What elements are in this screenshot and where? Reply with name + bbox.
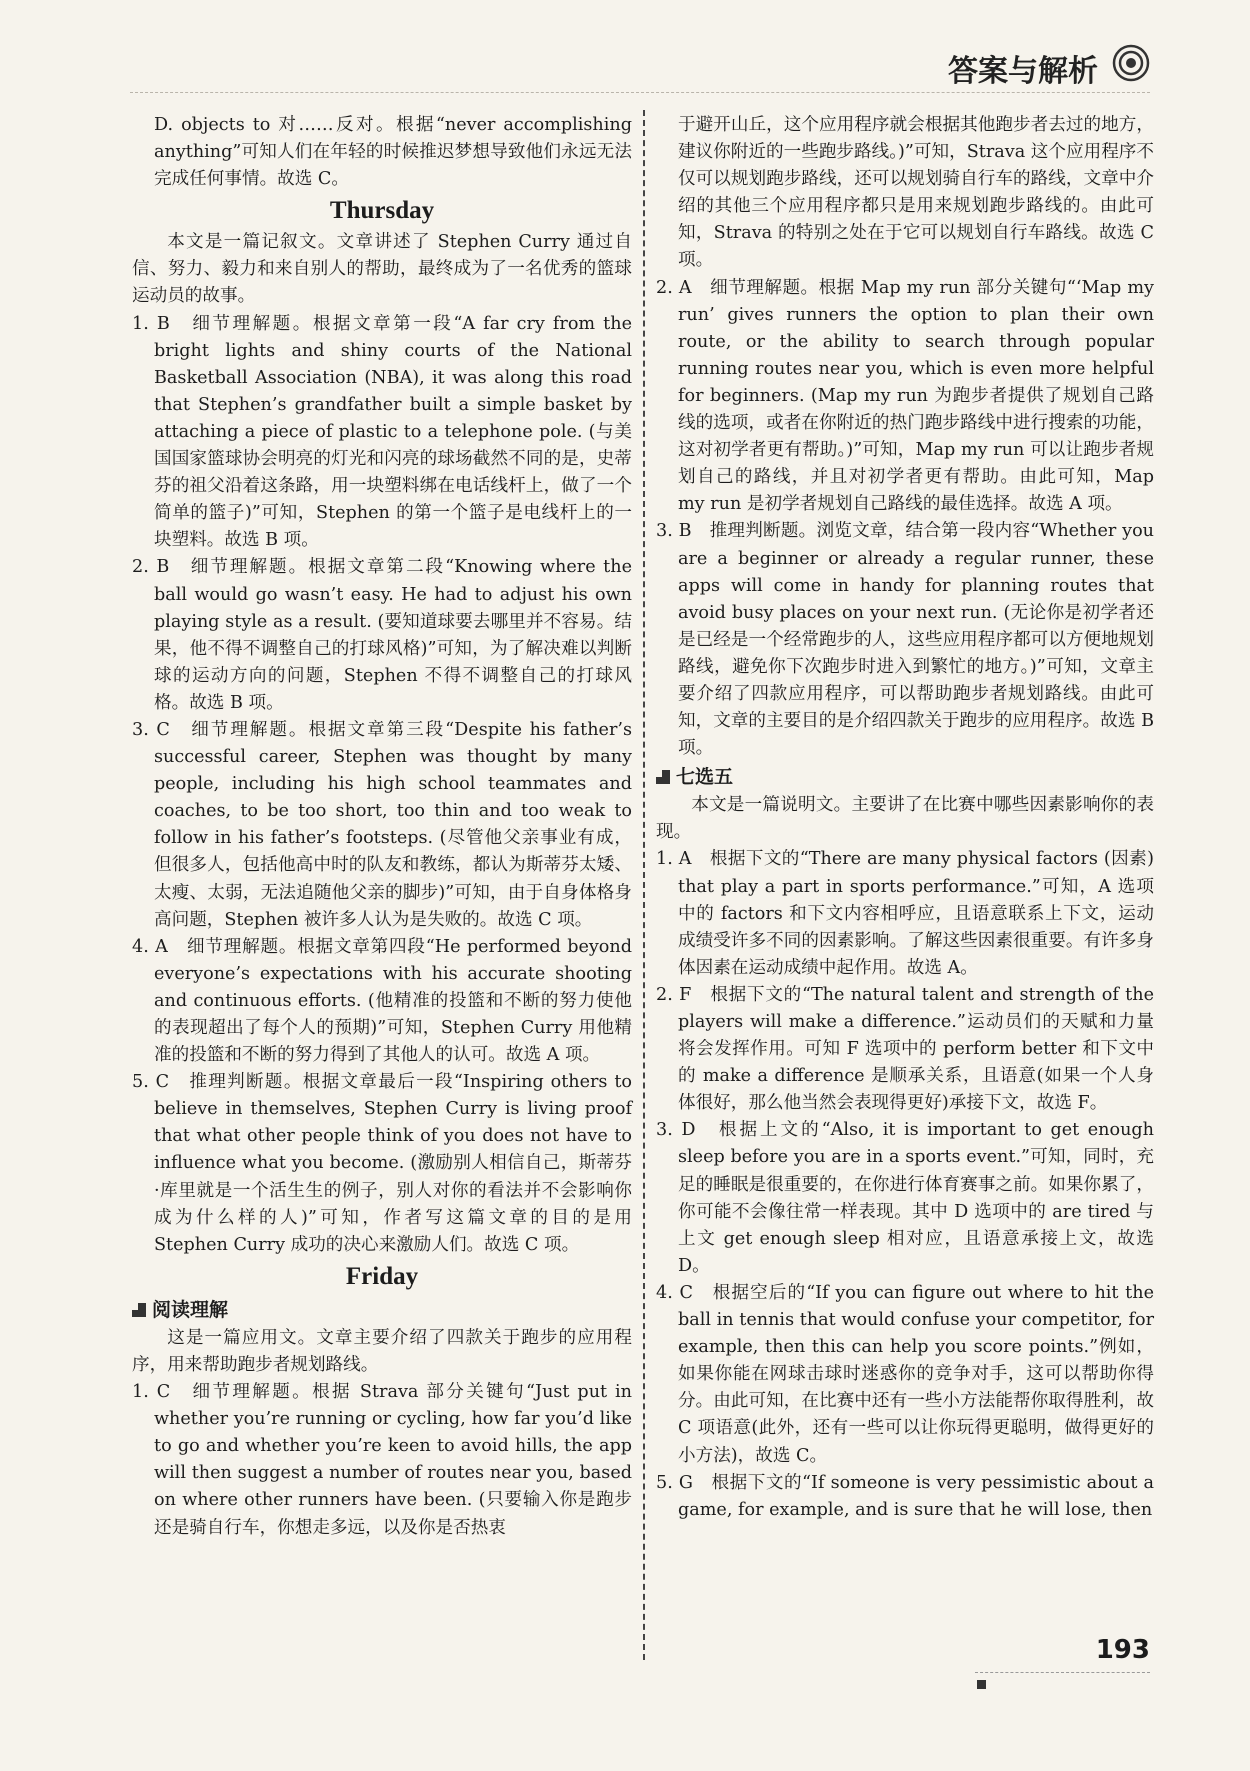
passage-summary: 这是一篇应用文。文章主要介绍了四款关于跑步的应用程序，用来帮助跑步者规划路线。 (132, 1327, 632, 1375)
passage-summary: 本文是一篇记叙文。文章讲述了 Stephen Curry 通过自信、努力、毅力和来自别人的帮助，最终成为了一名优秀的篮球运动员的故事。 (132, 232, 632, 307)
page-header (130, 40, 1150, 93)
section-marker-icon (656, 770, 670, 784)
section-heading-seven-choose-five (656, 762, 1154, 792)
column-divider (643, 110, 645, 1660)
answer-item: 3. B 推理判断题。浏览文章，结合第一段内容“Whether you are a beginner or already a regular runner, these apps will come in handy for planning routes that avoid busy places on your next run. (无论你是初学者还是已经是一个经常跑步的人，这些应用程序都可以方便地规划路线，避免你下次跑步时进入到繁忙的地方。)”可知，文章主要介绍了四款应用程序，可以帮助跑步者规划路线。由此可知，文章的主要目的是介绍四款关于跑步的应用程序。故选 B 项。 (656, 521, 1154, 759)
answer-item: 3. C 细节理解题。根据文章第三段“Despite his father’s successful career, Stephen was thought by many people, including his high school teammates and coaches, to be too short, too thin and too weak to follow in his father’s footsteps. (尽管他父亲事业有成，但很多人，包括他高中时的队友和教练，都认为斯蒂芬太矮、太瘦、太弱，无法追随他父亲的脚步)”可知，由于自身体格身高问题，Stephen 被许多人认为是失败的。故选 C 项。 (132, 719, 632, 930)
answer-item: 1. C 细节理解题。根据 Strava 部分关键句“Just put in whether you’re running or cycling, how far you’d like to go and whether you’re keen to avoid hills, the app will then suggest a number of routes near you, based on where other runners have been. (只要输入你是跑步还是骑自行车，你想走多远，以及你是否热衷 (132, 1382, 632, 1538)
answer-item: 5. G 根据下文的“If someone is very pessimistic about a game, for example, and is sure that he will lose, then (656, 1472, 1154, 1520)
answer-item: 4. C 根据空后的“If you can figure out where to hit the ball in tennis that would confuse your competitor, for example, then this can help you score points.”例如，如果你能在网球击球时迷惑你的竞争对手，这可以帮助你得分。由此可知，在比赛中还有一些小方法能帮你取得胜利，故 C 项语意(此外，还有一些可以让你玩得更聪明，做得更好的小方法)，故选 C。 (656, 1282, 1154, 1466)
answer-item: 4. A 细节理解题。根据文章第四段“He performed beyond everyone’s expectations with his accurate shooting and continuous efforts. (他精准的投篮和不断的努力使他的表现超出了每个人的预期)”可知，Stephen Curry 用他精准的投篮和不断的努力得到了其他人的认可。故选 A 项。 (132, 936, 632, 1066)
answer-item: 2. B 细节理解题。根据文章第二段“Knowing where the ball would go wasn’t easy. He had to adjust his own playing style as a result. (要知道球要去哪里并不容易。结果，他不得不调整自己的打球风格)”可知，为了解决难以判断球的运动方向的问题，Stephen 不得不调整自己的打球风格。故选 B 项。 (132, 557, 632, 713)
day-heading-thursday: Thursday (329, 197, 435, 225)
page-marker-icon (977, 1680, 986, 1689)
passage-summary: 本文是一篇说明文。主要讲了在比赛中哪些因素影响你的表现。 (656, 795, 1154, 843)
right-column (656, 112, 1154, 1524)
answer-item: 2. A 细节理解题。根据 Map my run 部分关键句“‘Map my run’ gives runners the option to plan their own route, or the ability to search through popular running routes near you, which is even more helpful for beginners. (Map my run 为跑步者提供了规划自己路线的选项，或者在你附近的热门跑步路线中进行搜索的功能，这对初学者更有帮助。)”可知，Map my run 可以让跑步者规划自己的路线，并且对初学者更有帮助。由此可知，Map my run 是初学者规划自己路线的最佳选择。故选 A 项。 (656, 277, 1154, 515)
answer-item-continued: 于避开山丘，这个应用程序就会根据其他跑步者去过的地方，建议你附近的一些跑步路线。)”可知，Strava 这个应用程序不仅可以规划跑步路线，还可以规划骑自行车的路线，文章中介绍的其他三个应用程序都只是用来规划跑步路线的。由此可知，Strava 的特别之处在于它可以规划自行车路线。故选 C 项。 (678, 115, 1154, 271)
answer-item: 1. B 细节理解题。根据文章第一段“A far cry from the bright lights and shiny courts of the National Basketball Association (NBA), it was along this road that Stephen’s grandfather built a simple basket by attaching a piece of plastic to a telephone pole. (与美国国家篮球协会明亮的灯光和闪亮的球场截然不同的是，史蒂芬的祖父沿着这条路，用一块塑料绑在电话线杆上，做了一个简单的篮子)”可知，Stephen 的第一个篮子是电线杆上的一块塑料。故选 B 项。 (132, 313, 632, 551)
answer-item: 2. F 根据下文的“The natural talent and strength of the players will make a difference.”运动员们的天赋和力量将会发挥作用。可知 F 选项中的 perform better 和下文中的 make a difference 是顺承关系，且语意(如果一个人身体很好，那么他当然会表现得更好)承接下文，故选 F。 (656, 984, 1154, 1114)
section-marker-icon (132, 1303, 146, 1317)
page-number-rule (975, 1672, 1150, 1673)
section-title: 阅读理解 (152, 1298, 229, 1321)
answer-item: 1. A 根据下文的“There are many physical factors (因素) that play a part in sports performance.”可知，A 选项中的 factors 和下文内容相呼应，且语意联系上下文，运动成绩受许多不同的因素影响。了解这些因素很重要。有许多身体因素在运动成绩中起作用。故选 A。 (656, 849, 1154, 978)
header-title: 答案与解析 (948, 54, 1098, 89)
answer-item: 3. D 根据上文的“Also, it is important to get enough sleep before you are in a sports event.”可知，同时，充足的睡眠是很重要的，在你进行体育赛事之前。如果你累了，你可能不会像往常一样表现。其中 D 选项中的 are tired 与上文 get enough sleep 相对应，且语意承接上文，故选 D。 (656, 1120, 1154, 1276)
day-heading-friday: Friday (345, 1262, 419, 1290)
target-icon (1112, 44, 1150, 82)
answer-item: D. objects to 对……反对。根据“never accomplishing anything”可知人们在年轻的时候推迟梦想导致他们永远无法完成任何事情。故选 C。 (154, 115, 632, 190)
left-column (132, 112, 632, 1542)
section-heading-reading (132, 1295, 632, 1325)
answer-item: 5. C 推理判断题。根据文章最后一段“Inspiring others to believe in themselves, Stephen Curry is living proof that what other people think of you does not have to influence what you become. (激励别人相信自己，斯蒂芬·库里就是一个活生生的例子，别人对你的看法并不会影响你成为什么样的人)”可知，作者写这篇文章的目的是用 Stephen Curry 成功的决心来激励人们。故选 C 项。 (132, 1072, 632, 1255)
page-number: 193 (1095, 1635, 1150, 1665)
section-title: 七选五 (676, 766, 734, 789)
